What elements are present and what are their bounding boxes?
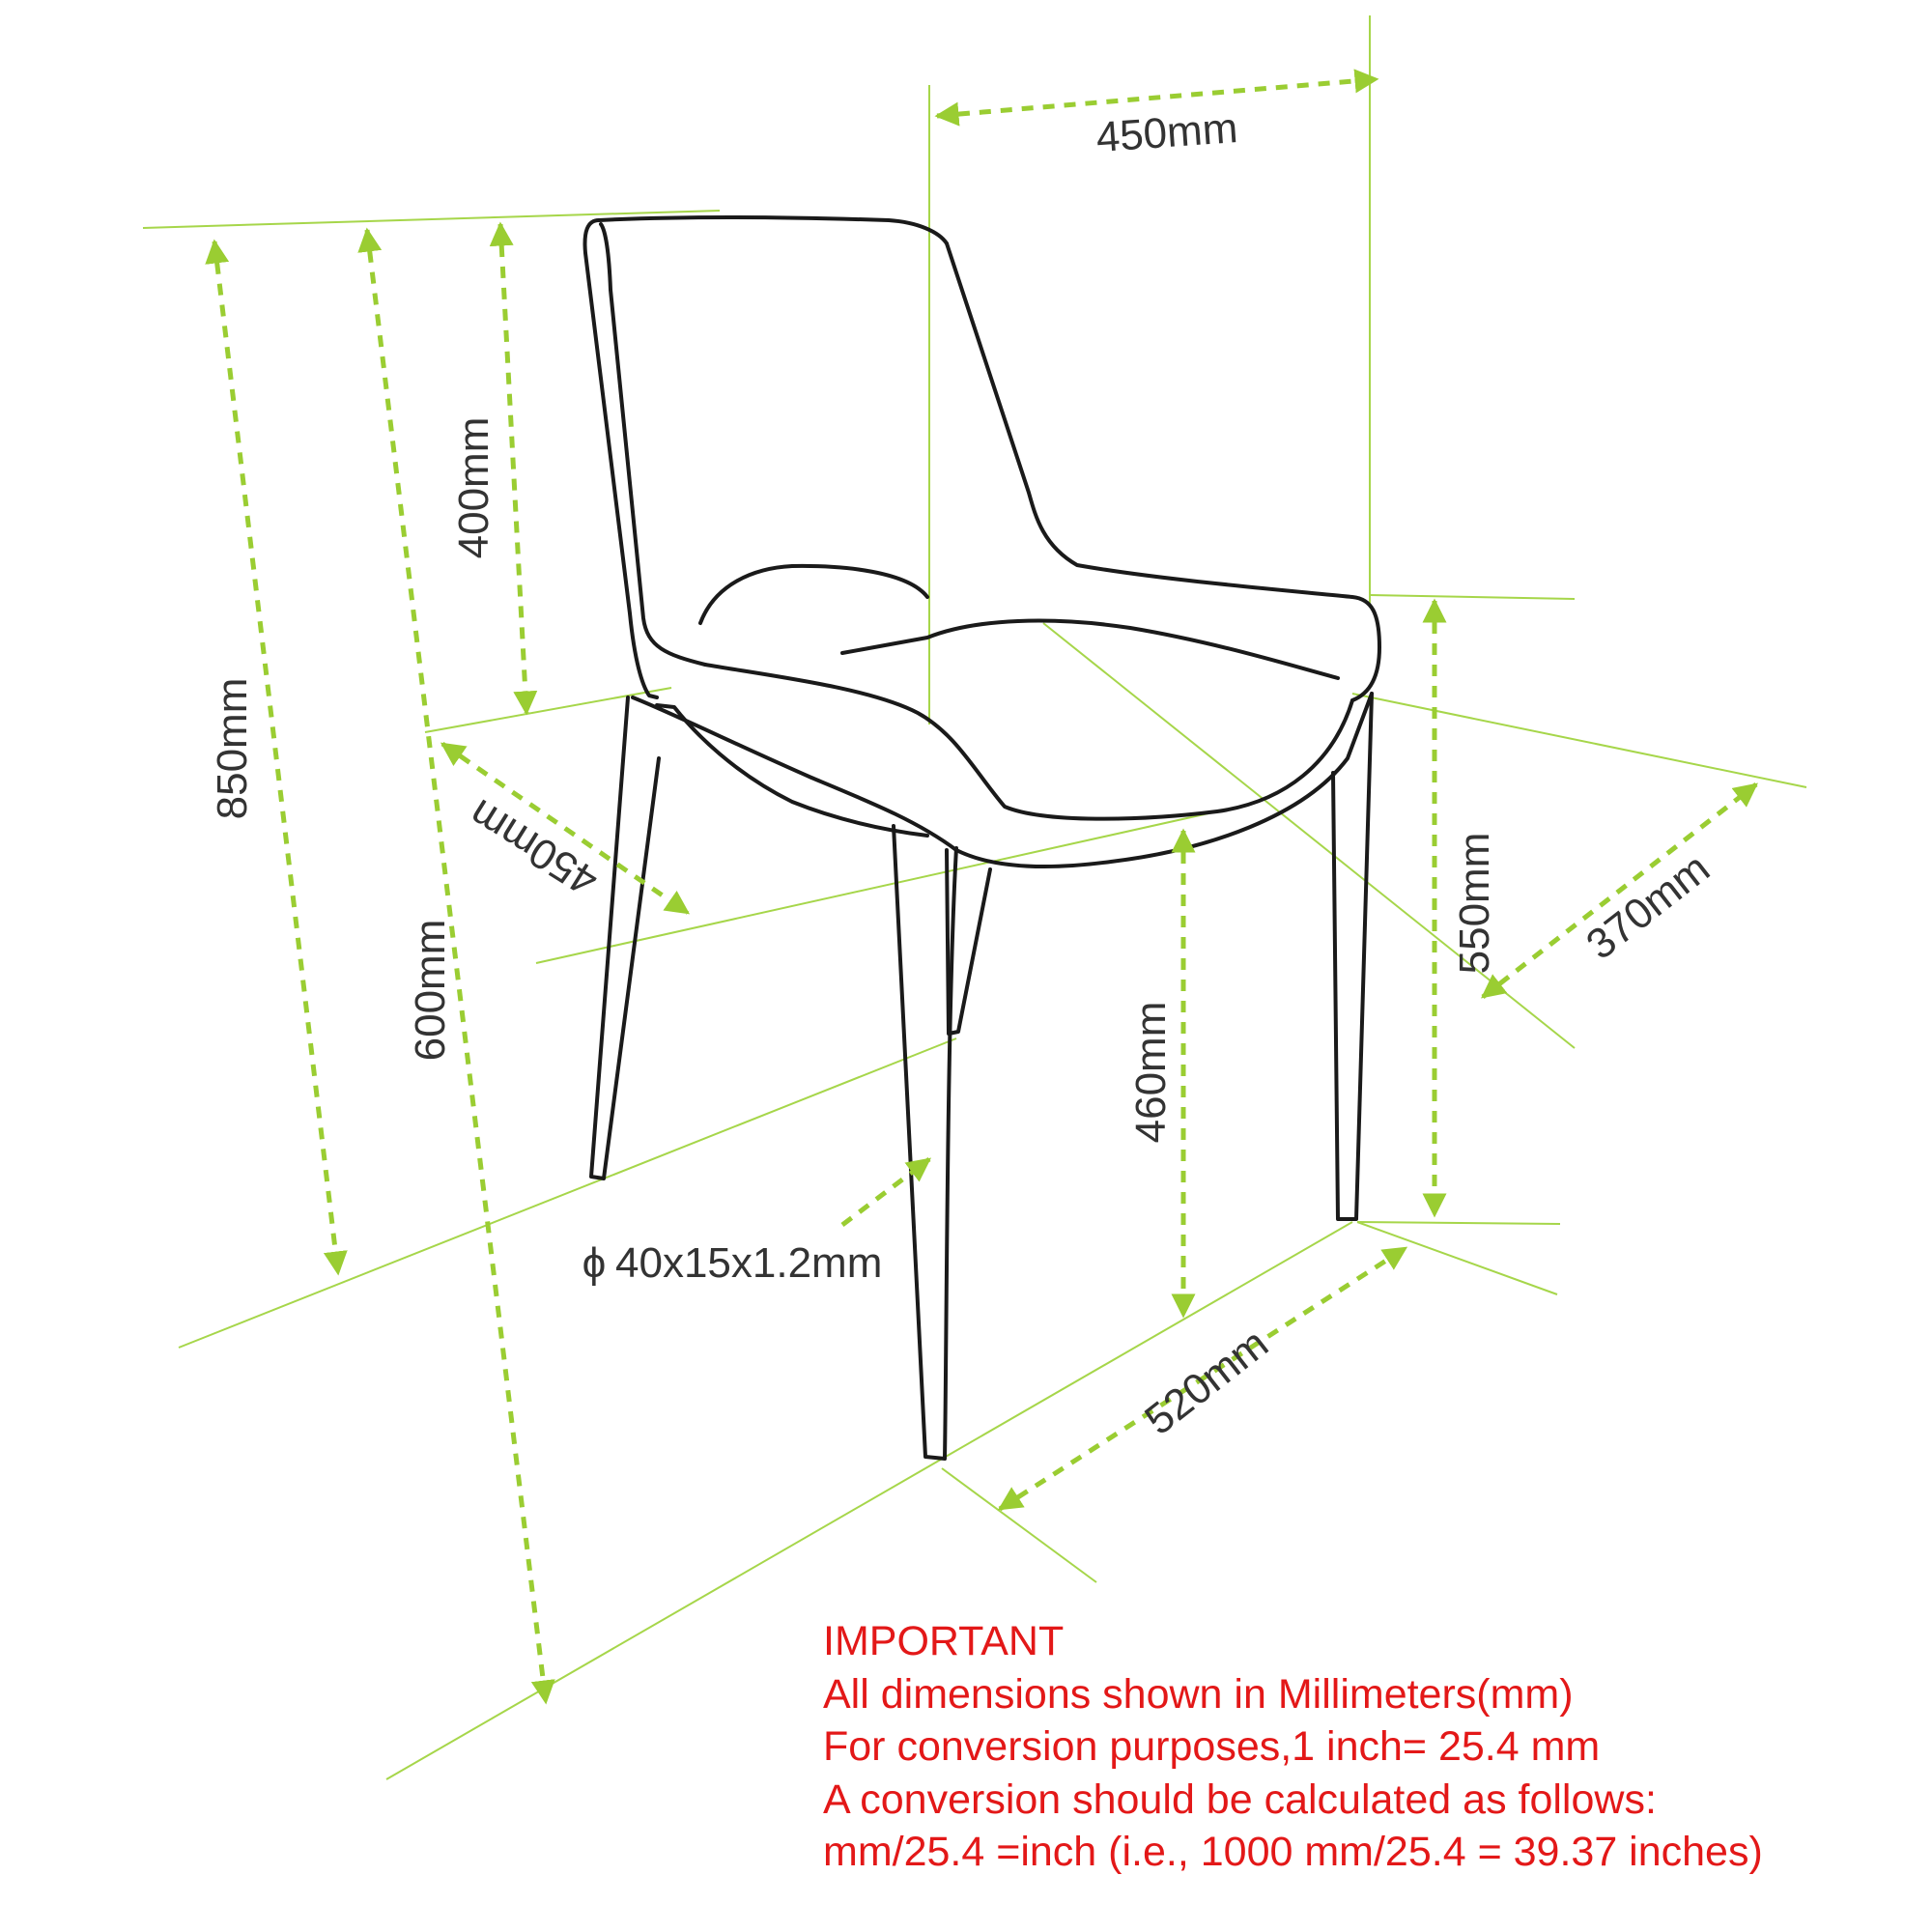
extension-line-leg-front-a (942, 1468, 1096, 1582)
note-line-2: For conversion purposes,1 inch= 25.4 mm (823, 1723, 1601, 1770)
chair-backrest-top (599, 217, 947, 243)
label-seat-height: 460mm (1127, 1001, 1175, 1144)
label-arm-height: 550mm (1451, 832, 1498, 975)
label-seat-depth: 450mm (461, 789, 607, 905)
dimension-labels (209, 104, 1719, 1444)
conversion-note (823, 1615, 1763, 1879)
note-line-3: A conversion should be calculated as follows: (823, 1776, 1657, 1823)
chair-backrest-inner (601, 224, 705, 665)
extension-line-seat-width-a (1352, 694, 1806, 787)
label-seat-width: 370mm (1577, 844, 1719, 970)
chair-seat-front-edge (705, 665, 1352, 819)
label-overall-depth: 520mm (1136, 1320, 1277, 1445)
chair-backrest-side (947, 243, 1379, 700)
extension-line-floor-right (1357, 1222, 1560, 1224)
dim-arrow-370 (1483, 784, 1756, 997)
label-leg-profile: 40x15x1.2mm (615, 1239, 883, 1287)
label-overall-height: 850mm (209, 677, 256, 820)
chair-lumbar-cutout (700, 566, 927, 623)
extension-line-seat-front (425, 688, 671, 732)
label-leg-profile-symbol: ϕ (582, 1239, 607, 1287)
dim-arrow-leg (842, 1159, 929, 1225)
extension-line-seat-level (536, 811, 1217, 963)
chair-seat-back-edge (842, 621, 1338, 678)
dim-arrow-400 (500, 224, 526, 713)
extension-line-arm-top (1370, 595, 1575, 599)
label-backrest-height: 400mm (450, 416, 497, 559)
note-line-1: All dimensions shown in Millimeters(mm) (823, 1670, 1574, 1718)
label-back-height: 600mm (407, 919, 454, 1062)
extension-line-leg-back-a (1357, 1222, 1557, 1294)
label-overall-width: 450mm (1094, 103, 1239, 162)
extension-line-floor-left (179, 1038, 956, 1348)
note-line-4: mm/25.4 =inch (i.e., 1000 mm/25.4 = 39.37 inches) (823, 1829, 1763, 1875)
extension-lines (143, 15, 1806, 1779)
note-heading: IMPORTANT (823, 1618, 1065, 1664)
chair-seat-underside (633, 694, 1372, 867)
chair-leg-back-right (1333, 694, 1372, 1219)
